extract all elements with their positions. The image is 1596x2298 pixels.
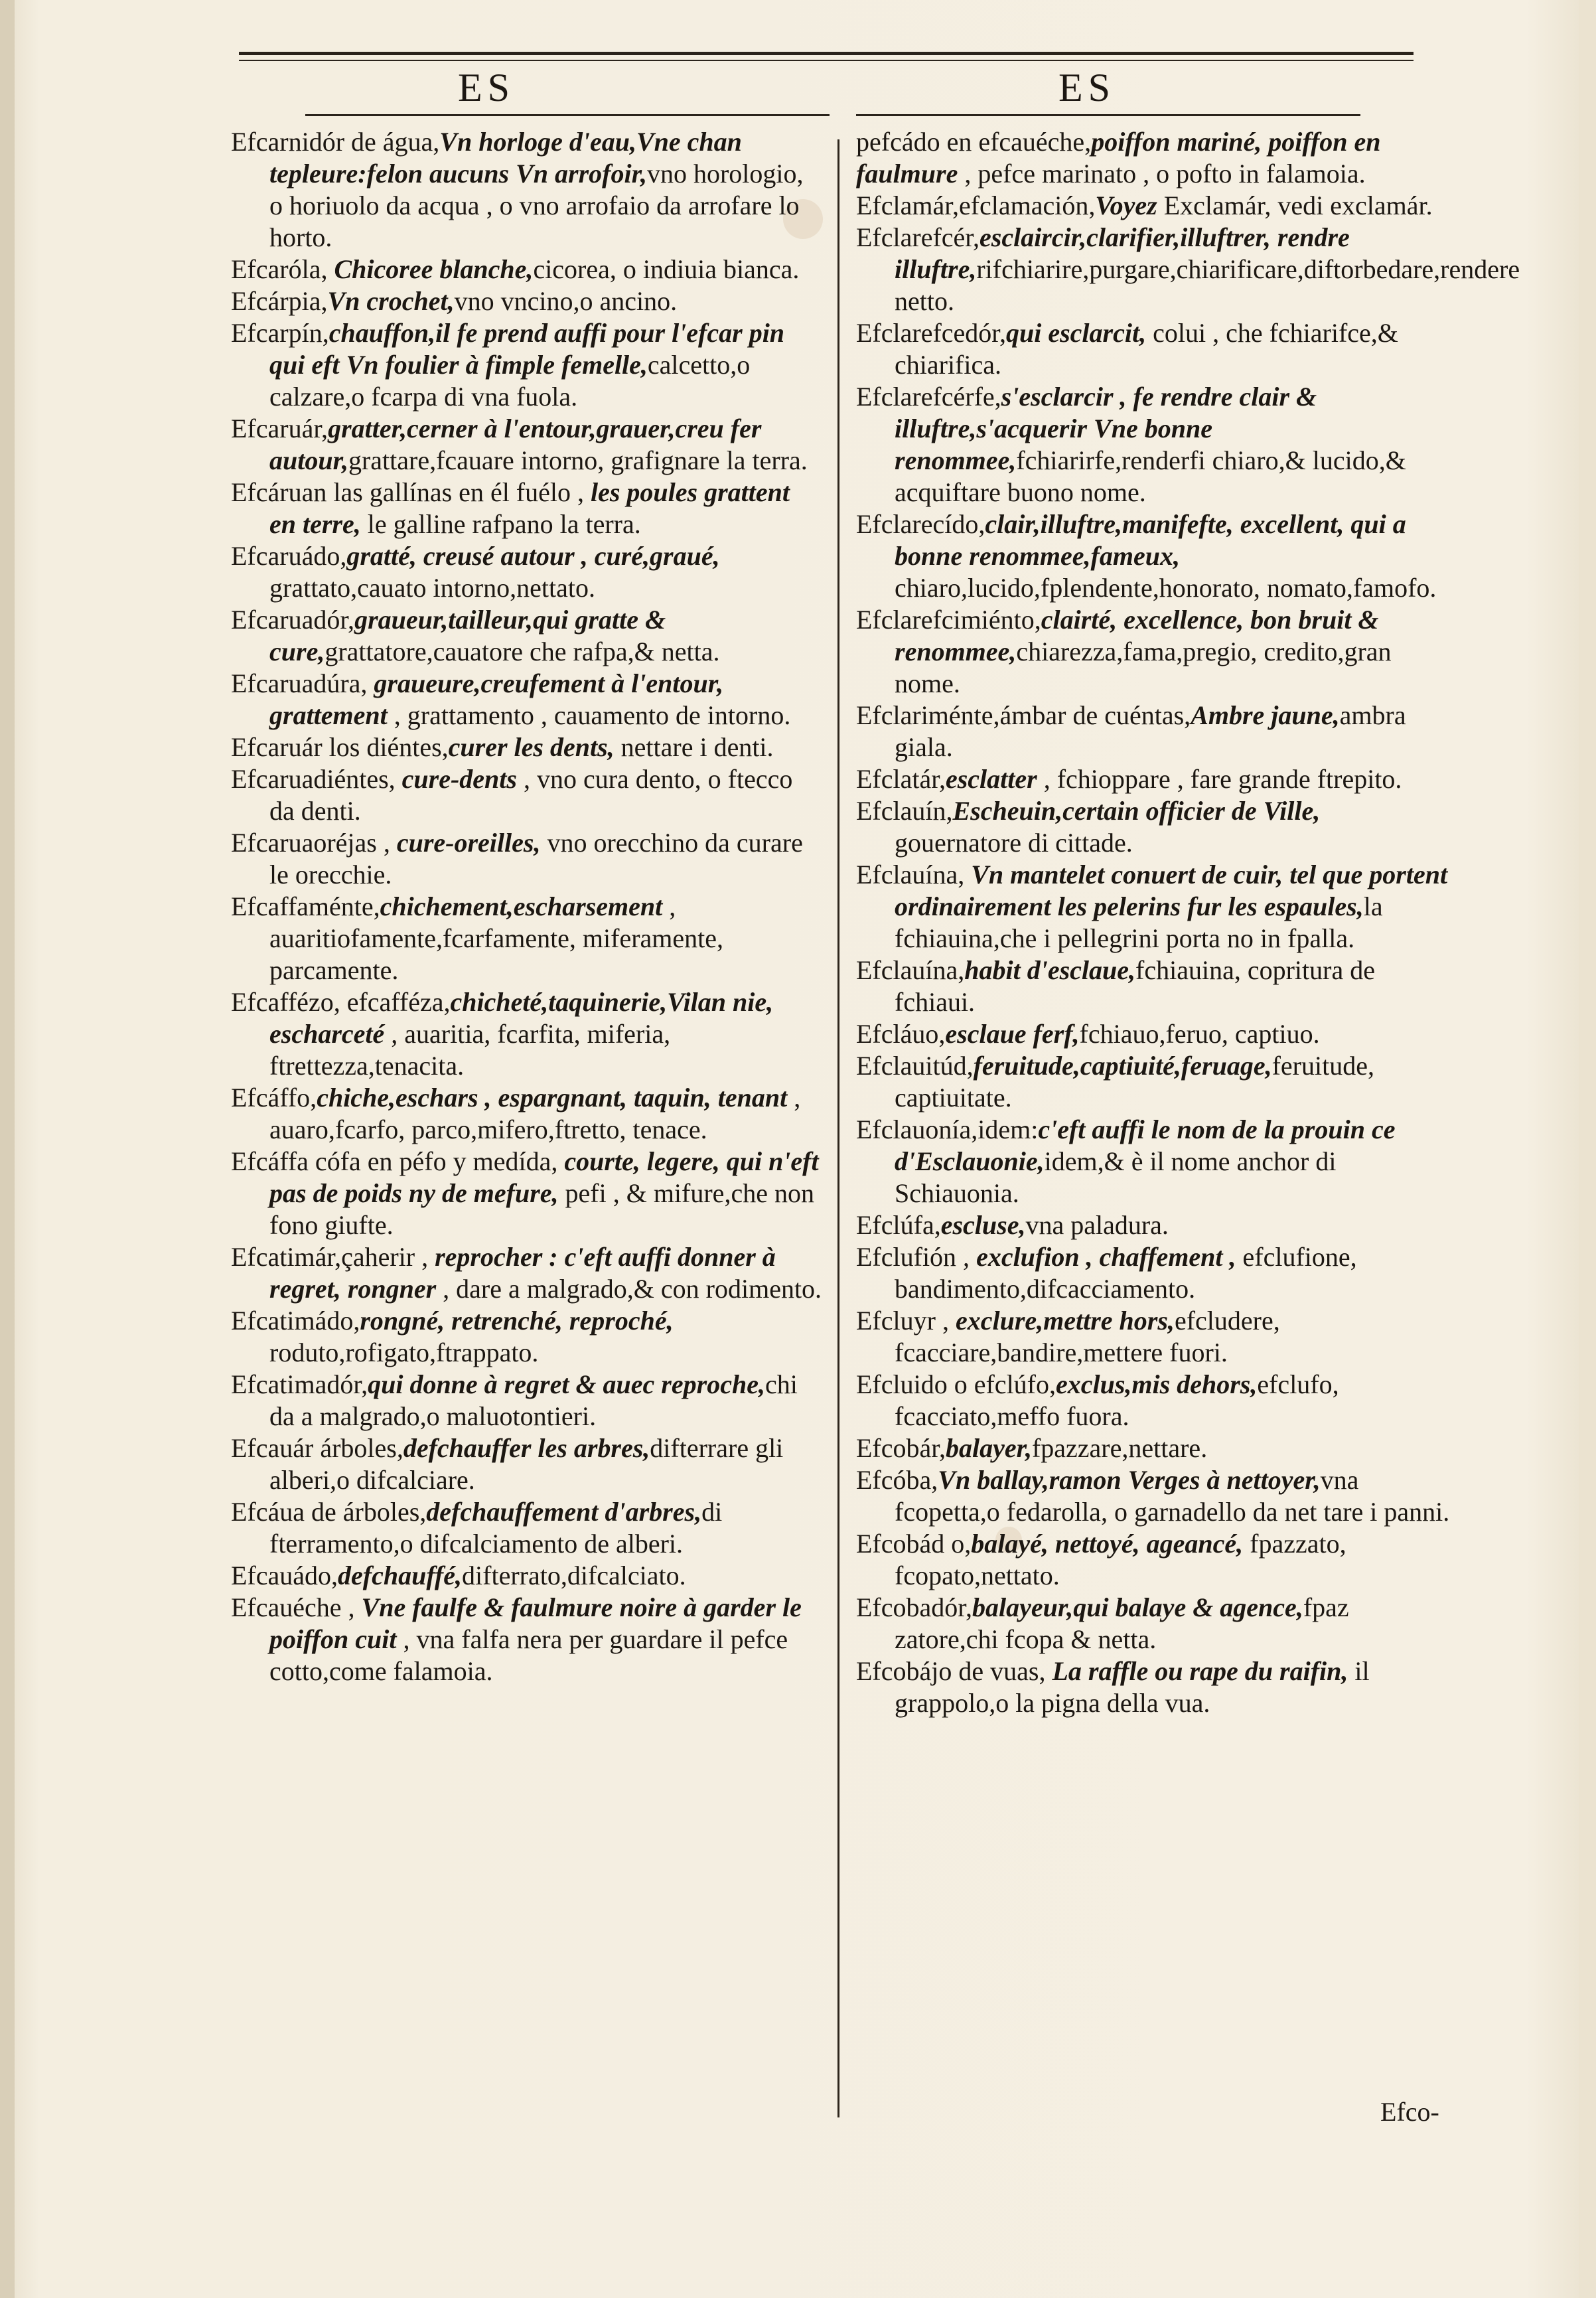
- french-gloss: Vn crochet,: [327, 286, 455, 316]
- entry-text: Efclariménte,ámbar de cuéntas,: [856, 700, 1191, 730]
- entry-text: Efclarefcimiénto,: [856, 605, 1041, 635]
- dictionary-entry: [856, 1241, 1450, 1305]
- dictionary-entry: [856, 508, 1450, 604]
- dictionary-entry: [856, 1305, 1450, 1369]
- entry-text: grattare,fcauare intorno, grafignare la terra.: [348, 445, 808, 475]
- dictionary-entry: [231, 1305, 823, 1369]
- entry-text: , auaritiofamente,fcarfamente, miferamente, parcamente.: [269, 891, 724, 985]
- entry-text: Efcáua de árboles,: [231, 1497, 427, 1527]
- french-gloss: defchauffer les arbres,: [403, 1433, 650, 1463]
- dictionary-entry: [856, 1050, 1450, 1114]
- french-gloss: esclaircir,clarifier,illuftrer, rendre illuftre,: [895, 222, 1350, 284]
- french-gloss: cure-oreilles,: [396, 828, 541, 858]
- entry-text: Efclauín,: [856, 796, 953, 826]
- entry-text: pefcádo en efcauéche,: [856, 127, 1092, 157]
- entry-text: fpaz zatore,chi fcopa & netta.: [895, 1592, 1349, 1654]
- dictionary-entry: [231, 1432, 823, 1496]
- entry-text: roduto,rofigato,ftrappato.: [269, 1338, 539, 1367]
- top-rule-thin: [239, 60, 1414, 61]
- entry-text: efclufo, fcacciato,meffo fuora.: [895, 1369, 1339, 1431]
- entry-text: Efcluyr ,: [856, 1306, 956, 1336]
- dictionary-entry: [231, 1082, 823, 1146]
- dictionary-entry: [231, 986, 823, 1082]
- entry-text: gouernatore di cittade.: [895, 828, 1133, 858]
- dictionary-entry: [231, 1146, 823, 1241]
- dictionary-entry: [231, 1369, 823, 1432]
- french-gloss: defchauffé,: [338, 1561, 463, 1590]
- dictionary-entry: [231, 285, 823, 317]
- entry-text: , auaritia, fcarfita, miferia, ftrettezza,tenacita.: [269, 1019, 671, 1081]
- entry-text: Efcauéche ,: [231, 1592, 362, 1622]
- entry-text: Efcauár árboles,: [231, 1433, 403, 1463]
- french-gloss: Voyez: [1095, 191, 1157, 220]
- entry-text: Efcáruan las gallínas en él fuélo ,: [231, 477, 591, 507]
- entry-text: pefi , & mifure,che non fono giufte.: [269, 1178, 814, 1240]
- entry-text: Efclamár,efclamación,: [856, 191, 1096, 220]
- entry-text: Efclarefcér,: [856, 222, 979, 252]
- entry-text: idem,& è il nome anchor di Schiauonia.: [895, 1146, 1337, 1208]
- french-gloss: La raffle ou rape du raifin,: [1052, 1656, 1348, 1686]
- entry-text: Efcatimadór,: [231, 1369, 368, 1399]
- dictionary-entry: [231, 731, 823, 763]
- entry-text: chiarezza,fama,pregio, credito,gran nome.: [895, 637, 1392, 698]
- french-gloss: Vn horloge d'eau,Vne chan tepleure:felon aucuns Vn arrofoir,: [269, 127, 742, 189]
- entry-text: Efcobájo de vuas,: [856, 1656, 1052, 1686]
- french-gloss: gratter,cerner à l'entour,grauer,creu fer autour,: [269, 414, 762, 475]
- dictionary-entry: [231, 477, 823, 540]
- dictionary-entry: [856, 1018, 1450, 1050]
- entry-text: grattato,cauato intorno,nettato.: [269, 573, 595, 603]
- french-gloss: les poules grattent en terre,: [269, 477, 790, 539]
- entry-text: Efcaróla,: [231, 254, 334, 284]
- french-gloss: exclufion , chaffement ,: [976, 1242, 1236, 1272]
- entry-text: rifchiarire,purgare,chiarificare,diftorbedare,rendere netto.: [895, 254, 1520, 316]
- dictionary-entry: [856, 317, 1450, 381]
- entry-text: colui , che fchiarifce,& chiarifica.: [895, 318, 1398, 380]
- french-gloss: cure-dents: [401, 764, 517, 794]
- entry-text: Efcaruaoréjas ,: [231, 828, 397, 858]
- french-gloss: chauffon,il fe prend auffi pour l'efcar pin qui eft Vn foulier à fimple femelle,: [269, 318, 785, 380]
- french-gloss: defchauffement d'arbres,: [426, 1497, 702, 1527]
- entry-text: Efclatár,: [856, 764, 946, 794]
- french-gloss: balayer,: [945, 1433, 1032, 1463]
- entry-text: Efcatimádo,: [231, 1306, 360, 1336]
- dictionary-entry: [856, 1114, 1450, 1209]
- dictionary-entry: [231, 317, 823, 413]
- dictionary-entry: [856, 604, 1450, 700]
- entry-text: feruitude, captiuitate.: [895, 1051, 1374, 1112]
- dictionary-entry: [231, 668, 823, 731]
- dictionary-entry: [856, 1592, 1450, 1655]
- dictionary-entry: [231, 413, 823, 477]
- dictionary-entry: [856, 859, 1450, 955]
- running-header-left: ES: [458, 66, 516, 110]
- dictionary-entry: [856, 763, 1450, 795]
- dictionary-entry: [856, 126, 1450, 190]
- entry-text: Efcáffo,: [231, 1083, 317, 1112]
- entry-text: nettare i denti.: [614, 732, 774, 762]
- entry-text: la fchiauina,che i pellegrini porta no in fpalla.: [895, 891, 1383, 953]
- french-gloss: clairté, excellence, bon bruit & renommee,: [895, 605, 1379, 666]
- entry-text: grattatore,cauatore che rafpa,& netta.: [325, 637, 720, 666]
- running-header-right: ES: [1058, 66, 1116, 110]
- entry-text: Efcluido o efclúfo,: [856, 1369, 1056, 1399]
- entry-text: Efcárpia,: [231, 286, 328, 316]
- entry-text: Efcaruár,: [231, 414, 328, 443]
- french-gloss: poiffon mariné, poiffon en faulmure: [856, 127, 1381, 189]
- dictionary-entry: [231, 1496, 823, 1560]
- french-gloss: reprocher : c'eft auffi donner à regret, rongner: [269, 1242, 776, 1304]
- dictionary-entry: [231, 827, 823, 891]
- dictionary-entry: [231, 1241, 823, 1305]
- entry-text: efcludere, fcacciare,bandire,mettere fuori.: [895, 1306, 1280, 1367]
- entry-text: di fterramento,o difcalciamento de alberi.: [269, 1497, 723, 1559]
- french-gloss: gratté, creusé autour , curé,graué,: [346, 541, 720, 571]
- entry-text: Efcarpín,: [231, 318, 329, 348]
- entry-text: ambra giala.: [895, 700, 1406, 762]
- french-gloss: chicheté,taquinerie,Vilan nie, escharceté: [269, 987, 774, 1049]
- entry-text: Efcaruádo,: [231, 541, 347, 571]
- dictionary-entry: [856, 381, 1450, 508]
- entry-text: vna paladura.: [1025, 1210, 1169, 1240]
- left-column: [231, 126, 823, 1687]
- french-gloss: curer les dents,: [448, 732, 615, 762]
- entry-text: il grappolo,o la pigna della vua.: [895, 1656, 1370, 1718]
- entry-text: Efcauádo,: [231, 1561, 338, 1590]
- entry-text: vno horologio, o horiuolo da acqua , o vno arrofaio da arrofare lo horto.: [269, 159, 804, 252]
- entry-text: fchiarirfe,renderfi chiaro,& lucido,& acquiftare buono nome.: [895, 445, 1406, 507]
- page-gutter-shadow: [0, 0, 15, 2298]
- entry-text: chiaro,lucido,fplendente,honorato, nomato,famofo.: [895, 573, 1437, 603]
- french-gloss: Chicoree blanche,: [334, 254, 534, 284]
- entry-text: fchiauina, copritura de fchiaui.: [895, 955, 1375, 1017]
- french-gloss: chichement,escharsement: [380, 891, 663, 921]
- french-gloss: exclure,mettre hors,: [955, 1306, 1175, 1336]
- french-gloss: Vn ballay,ramon Verges à nettoyer,: [938, 1465, 1321, 1495]
- french-gloss: esclaue ferf,: [945, 1019, 1080, 1049]
- dictionary-entry: [231, 254, 823, 285]
- header-rule-right: [856, 114, 1360, 116]
- top-rule: [239, 52, 1414, 55]
- entry-text: calcetto,o calzare,o fcarpa di vna fuola.: [269, 350, 751, 412]
- french-gloss: Ambre jaune,: [1191, 700, 1340, 730]
- entry-text: fchiauo,feruo, captiuo.: [1079, 1019, 1320, 1049]
- dictionary-entry: [231, 1560, 823, 1592]
- entry-text: le galline rafpano la terra.: [360, 509, 641, 539]
- dictionary-entry: [856, 700, 1450, 763]
- entry-text: vno orecchino da curare le orecchie.: [269, 828, 803, 889]
- entry-text: Efcaruadiéntes,: [231, 764, 402, 794]
- dictionary-entry: [856, 222, 1520, 317]
- entry-text: Efclarefcedór,: [856, 318, 1006, 348]
- french-gloss: c'eft auffi le nom de la prouin ce d'Esclauonie,: [895, 1114, 1396, 1176]
- entry-text: fpazzato, fcopato,nettato.: [895, 1529, 1346, 1590]
- dictionary-entry: [856, 190, 1450, 222]
- dictionary-entry: [231, 126, 823, 254]
- french-gloss: balayeur,qui balaye & agence,: [972, 1592, 1303, 1622]
- entry-text: Efclauína,: [856, 860, 972, 889]
- entry-text: efclufione, bandimento,difcacciamento.: [895, 1242, 1357, 1304]
- entry-text: , fchioppare , fare grande ftrepito.: [1037, 764, 1402, 794]
- entry-text: , pefce marinato , o pofto in falamoia.: [958, 159, 1366, 189]
- french-gloss: clair,illuftre,manifefte, excellent, qui a bonne renommee,fameux,: [895, 509, 1406, 571]
- french-gloss: Vn mantelet conuert de cuir, tel que portent ordinairement les pelerins fur les espaules,: [895, 860, 1448, 921]
- entry-text: cicorea, o indiuia bianca.: [533, 254, 800, 284]
- entry-text: Efcatimár,çaherir ,: [231, 1242, 435, 1272]
- dictionary-entry: [231, 604, 823, 668]
- entry-text: Efcóba,: [856, 1465, 938, 1495]
- french-gloss: graueure,creufement à l'entour, grattement: [269, 668, 724, 730]
- french-gloss: qui esclarcit,: [1006, 318, 1147, 348]
- french-gloss: Escheuin,certain officier de Ville,: [952, 796, 1321, 826]
- entry-text: Efclúfa,: [856, 1210, 941, 1240]
- entry-text: difterrato,difcalciato.: [462, 1561, 686, 1590]
- french-gloss: qui donne à regret & auec reproche,: [368, 1369, 765, 1399]
- french-gloss: feruitude,captiuité,feruage,: [973, 1051, 1272, 1081]
- french-gloss: exclus,mis dehors,: [1056, 1369, 1258, 1399]
- catchword: Efco-: [1380, 2097, 1439, 2127]
- dictionary-entry: [856, 1464, 1450, 1528]
- column-divider: [837, 139, 839, 2117]
- french-gloss: habit d'esclaue,: [964, 955, 1136, 985]
- entry-text: Efclarecído,: [856, 509, 985, 539]
- french-gloss: escluse,: [940, 1210, 1026, 1240]
- dictionary-entry: [856, 955, 1450, 1018]
- french-gloss: chiche,eschars , espargnant, taquin, tenant: [317, 1083, 788, 1112]
- entry-text: Efclauína,: [856, 955, 965, 985]
- entry-text: Efcobád o,: [856, 1529, 972, 1559]
- dictionary-entry: [856, 1655, 1450, 1719]
- entry-text: Efcaruár los diéntes,: [231, 732, 449, 762]
- entry-text: Efcaruadúra,: [231, 668, 374, 698]
- entry-text: , vna falfa nera per guardare il pefce cotto,come falamoia.: [269, 1624, 788, 1686]
- dictionary-entry: [856, 1369, 1450, 1432]
- entry-text: Efcobár,: [856, 1433, 946, 1463]
- entry-text: , vno cura dento, o ftecco da denti.: [269, 764, 793, 826]
- french-gloss: graueur,tailleur,qui gratte & cure,: [269, 605, 666, 666]
- dictionary-entry: [231, 540, 823, 604]
- entry-text: vna fcopetta,o fedarolla, o garnadello da net tare i panni.: [895, 1465, 1450, 1527]
- dictionary-entry: [856, 1528, 1450, 1592]
- french-gloss: esclatter: [945, 764, 1037, 794]
- entry-text: Efcobadór,: [856, 1592, 972, 1622]
- french-gloss: balayé, nettoyé, ageancé,: [971, 1529, 1244, 1559]
- entry-text: Efclauonía,idem:: [856, 1114, 1039, 1144]
- entry-text: Efcláuo,: [856, 1019, 946, 1049]
- entry-text: , grattamento , cauamento de intorno.: [387, 700, 791, 730]
- entry-text: Efclufión ,: [856, 1242, 977, 1272]
- entry-text: Exclamár, vedi exclamár.: [1157, 191, 1433, 220]
- dictionary-entry: [856, 795, 1450, 859]
- dictionary-entry: [231, 763, 823, 827]
- entry-text: Efcaffézo, efcafféza,: [231, 987, 451, 1017]
- entry-text: chi da a malgrado,o maluotontieri.: [269, 1369, 798, 1431]
- dictionary-entry: [856, 1209, 1450, 1241]
- entry-text: vno vncino,o ancino.: [454, 286, 678, 316]
- dictionary-entry: [231, 1592, 823, 1687]
- entry-text: Efclarefcérfe,: [856, 382, 1001, 412]
- french-gloss: rongné, retrenché, reproché,: [360, 1306, 674, 1336]
- entry-text: difterrare gli alberi,o difcalciare.: [269, 1433, 784, 1495]
- entry-text: Efcaffaménte,: [231, 891, 380, 921]
- dictionary-entry: [231, 891, 823, 986]
- page-edge: [1579, 0, 1596, 2298]
- right-column: [856, 126, 1520, 1719]
- entry-text: Efcarnidór de água,: [231, 127, 440, 157]
- entry-text: Efcáffa cófa en péfo y medída,: [231, 1146, 565, 1176]
- entry-text: , dare a malgrado,& con rodimento.: [436, 1274, 822, 1304]
- entry-text: Efclauitúd,: [856, 1051, 974, 1081]
- entry-text: fpazzare,nettare.: [1031, 1433, 1208, 1463]
- french-gloss: Vne faulfe & faulmure noire à garder le poiffon cuit: [269, 1592, 802, 1654]
- header-rule-left: [305, 114, 830, 116]
- entry-text: Efcaruadór,: [231, 605, 355, 635]
- entry-text: , auaro,fcarfo, parco,mifero,ftretto, tenace.: [269, 1083, 801, 1144]
- french-gloss: courte, legere, qui n'eft pas de poids ny de mefure,: [269, 1146, 819, 1208]
- dictionary-entry: [856, 1432, 1450, 1464]
- french-gloss: s'esclarcir , fe rendre clair & illuftre,s'acquerir Vne bonne renommee,: [895, 382, 1317, 475]
